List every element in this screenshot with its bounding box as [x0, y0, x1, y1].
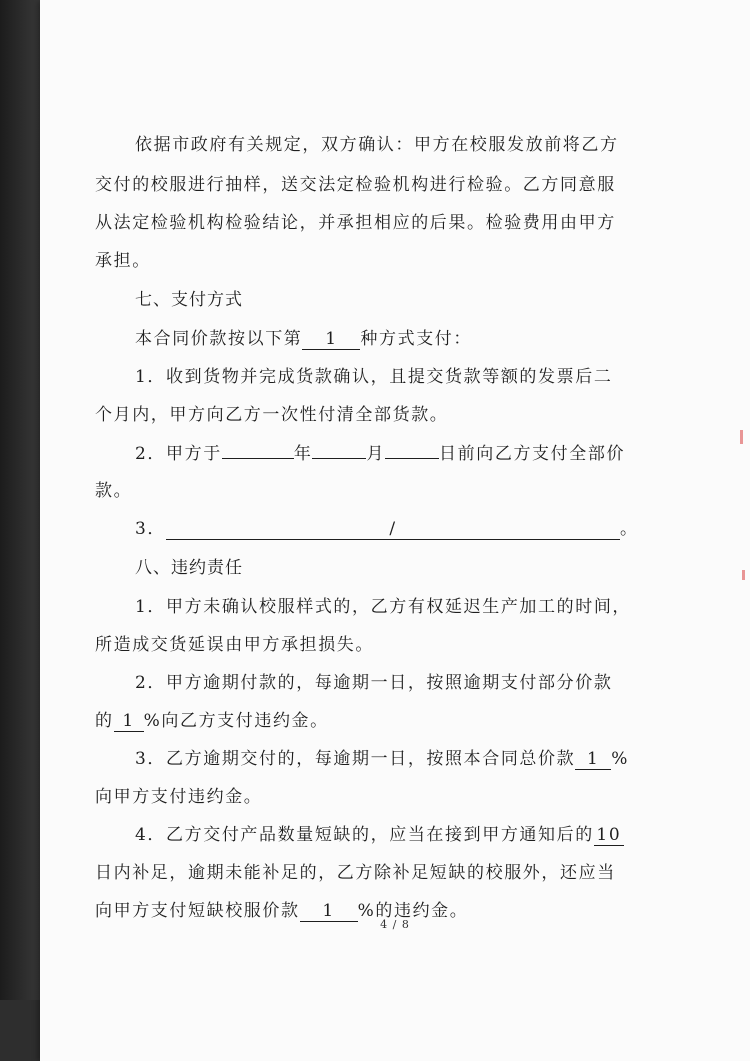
liability-item-2-line: 2．甲方逾期付款的，每逾期一日，按照逾期支付部分价款: [135, 673, 613, 693]
payment-item-1-line: 个月内，甲方向乙方一次性付清全部货款。: [95, 405, 449, 425]
scan-mark: [740, 430, 743, 444]
payment-method-number: 1: [302, 329, 360, 350]
section-heading-payment: 七、支付方式: [135, 290, 243, 310]
liability-item-4-prefix: 4．乙方交付产品数量短缺的，应当在接到甲方通知后的: [135, 825, 594, 845]
payment-item-3-suffix: 。: [620, 519, 639, 539]
payment-item-3-blank: /: [166, 519, 620, 540]
liability-item-2-suffix: %向乙方支付违约金。: [143, 711, 329, 731]
payment-item-2-line: [135, 438, 625, 464]
payment-item-3-line: [135, 514, 639, 540]
payment-intro: [135, 324, 472, 350]
payment-item-2-line: 款。: [95, 481, 133, 501]
paragraph-line: 交付的校服进行抽样，送交法定检验机构进行检验。乙方同意服: [95, 175, 616, 195]
liability-item-3-line: [135, 744, 629, 770]
section-heading-liability: 八、违约责任: [135, 558, 243, 578]
liability-item-1-line: 所造成交货延误由甲方承担损失。: [95, 635, 374, 655]
paragraph-line: 依据市政府有关规定，双方确认：甲方在校服发放前将乙方: [135, 135, 619, 155]
paragraph-line: 承担。: [95, 251, 151, 271]
year-label: 年: [293, 444, 313, 464]
scan-mark: [742, 570, 745, 580]
payment-intro-suffix: 种方式支付：: [360, 329, 473, 349]
liability-item-3-line: 向甲方支付违约金。: [95, 787, 263, 807]
payment-item-2-prefix: 2．甲方于: [135, 444, 222, 464]
payment-item-1-line: 1．收到货物并完成货款确认，且提交货款等额的发票后二: [135, 367, 613, 387]
blank-month: [312, 438, 366, 459]
blank-year: [222, 438, 294, 459]
liability-item-3-suffix: %: [611, 749, 629, 769]
shortage-rate: 1: [300, 901, 358, 922]
shortage-days: 10: [594, 825, 624, 846]
liability-item-3-prefix: 3．乙方逾期交付的，每逾期一日，按照本合同总价款: [135, 749, 576, 769]
payment-item-3-prefix: 3．: [135, 519, 167, 539]
liability-item-1-line: 1．甲方未确认校服样式的，乙方有权延迟生产加工的时间，: [135, 597, 632, 617]
paragraph-line: 从法定检验机构检验结论，并承担相应的后果。检验费用由甲方: [95, 213, 616, 233]
payment-intro-prefix: 本合同价款按以下第: [135, 329, 303, 349]
payment-item-2-suffix: 日前向乙方支付全部价: [439, 444, 626, 464]
late-payment-rate: 1: [114, 711, 144, 732]
late-delivery-rate: 1: [575, 749, 611, 770]
month-label: 月: [366, 444, 386, 464]
liability-item-4-l3-suffix: %的违约金。: [357, 901, 469, 921]
liability-item-4-line: 日内补足，逾期未能补足的，乙方除补足短缺的校服外，还应当: [95, 863, 616, 883]
liability-item-4-l3-prefix: 向甲方支付短缺校服价款: [95, 901, 300, 921]
document-page: [40, 0, 750, 1061]
liability-item-2-line: [95, 706, 329, 732]
page-number: 4 / 8: [380, 918, 410, 931]
liability-item-4-line: [135, 820, 624, 846]
liability-item-2-prefix: 的: [95, 711, 114, 731]
blank-day: [385, 438, 439, 459]
